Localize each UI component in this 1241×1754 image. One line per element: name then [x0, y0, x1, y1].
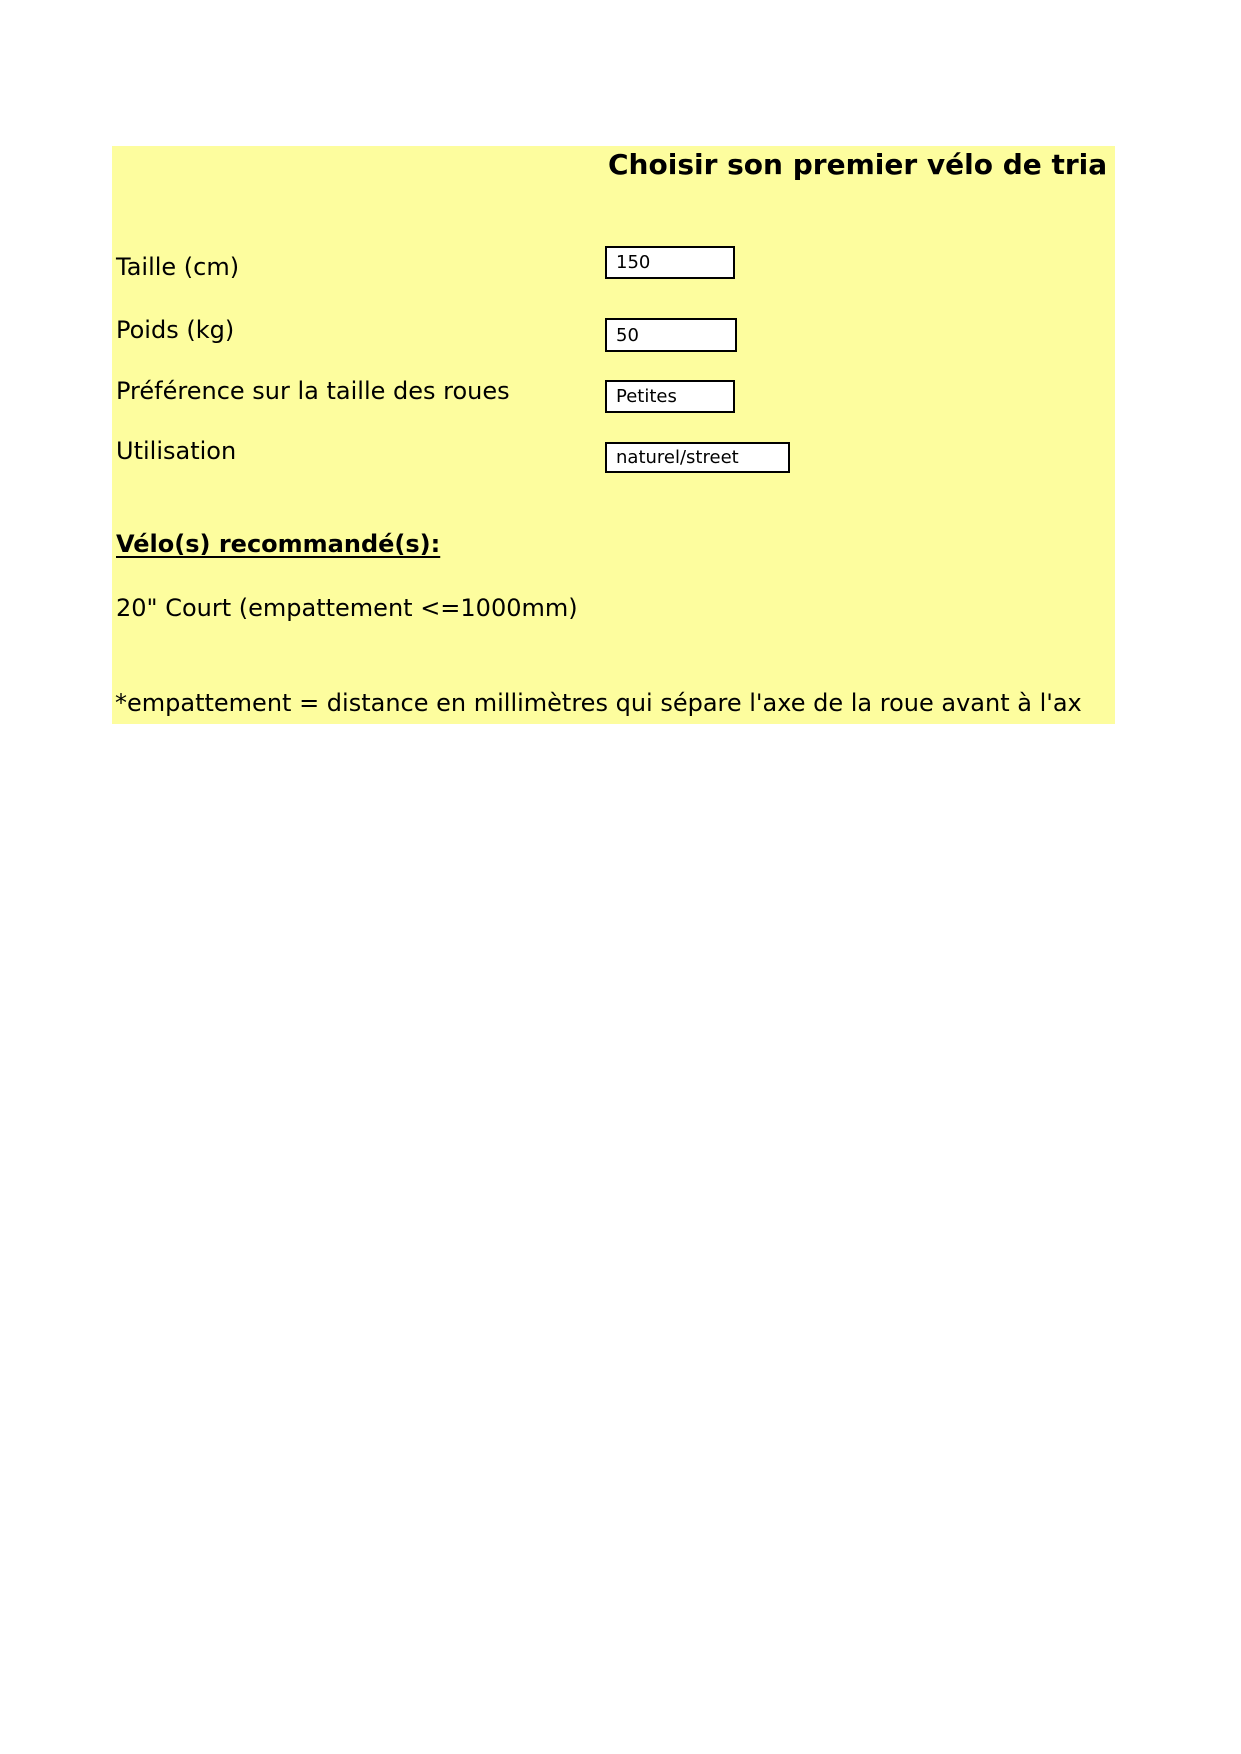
- field-label-utilisation: Utilisation: [116, 437, 237, 465]
- field-label-taille: Taille (cm): [116, 253, 240, 281]
- poids-input[interactable]: [605, 318, 737, 352]
- recommended-bikes-heading: Vélo(s) recommandé(s):: [116, 530, 441, 558]
- recommended-bike-value: 20" Court (empattement <=1000mm): [116, 594, 578, 622]
- empattement-footnote: *empattement = distance en millimètres qui sépare l'axe de la roue avant à l'ax: [115, 689, 1082, 717]
- panel-title: Choisir son premier vélo de tria: [608, 148, 1108, 181]
- recommendation-panel: [112, 146, 1115, 724]
- taille-input[interactable]: [605, 246, 735, 279]
- field-label-taille-roues: Préférence sur la taille des roues: [116, 377, 510, 405]
- roues-preference-input[interactable]: [605, 380, 735, 413]
- field-label-poids: Poids (kg): [116, 316, 235, 344]
- utilisation-input[interactable]: [605, 442, 790, 473]
